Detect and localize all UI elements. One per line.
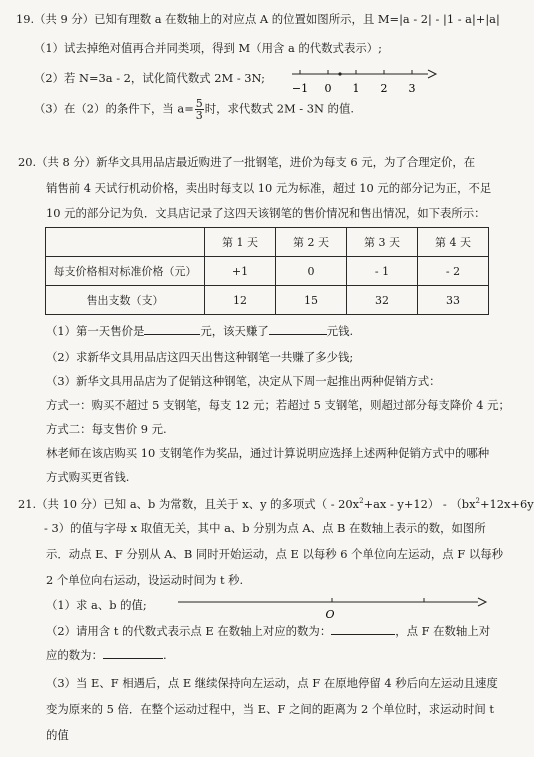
q20-line2: 销售前 4 天试行机动价格，卖出时每支以 10 元为标准，超过 10 元的部分记为正，不足 bbox=[46, 181, 492, 195]
tick-label: 1 bbox=[352, 82, 360, 95]
table-cell: 33 bbox=[418, 286, 489, 315]
answer-blank[interactable] bbox=[331, 634, 395, 635]
table-header-cell: 第 1 天 bbox=[205, 228, 276, 257]
q20-task-line2: 方式购买更省钱. bbox=[46, 470, 130, 484]
table-row bbox=[46, 257, 489, 286]
table-cell: - 1 bbox=[347, 257, 418, 286]
q20-sub1 bbox=[46, 324, 353, 339]
q21-line1-mid2: +12x+6y bbox=[479, 496, 534, 511]
q21-part3-line1: （3）当 E、F 相遇后，点 E 继续保持向左运动，点 F 在原地停留 4 秒后向左运动且速度 bbox=[46, 676, 498, 690]
q21-part3-line2: 变为原来的 5 倍．在整个运动过程中，当 E、F 之间的距离为 2 个单位时，求运动时间 t bbox=[46, 702, 494, 716]
q20-sub1-pre: （1）第一天售价是 bbox=[46, 324, 145, 338]
q19-number-line bbox=[292, 62, 442, 102]
answer-blank[interactable] bbox=[103, 658, 163, 659]
tick-label: −1 bbox=[291, 82, 309, 95]
table-header-cell bbox=[46, 228, 205, 257]
superscript: 2 bbox=[475, 497, 480, 505]
q21-line4: 2 个单位向右运动，设运动时间为 t 秒. bbox=[46, 573, 244, 587]
q20-sub1-mid: 元，该天赚了 bbox=[200, 324, 269, 338]
point-a-marker bbox=[338, 72, 341, 75]
q21-line1-mid1: +ax - y+12） - （bx bbox=[363, 496, 476, 511]
q20-task-line1: 林老师在该店购买 10 支钢笔作为奖品，通过计算说明应选择上述两种促销方式中的哪种 bbox=[46, 446, 490, 460]
fraction-five-thirds bbox=[195, 98, 204, 121]
q19-part3-pre: （3）在（2）的条件下，当 a= bbox=[34, 101, 194, 116]
tick-label: 0 bbox=[324, 82, 332, 95]
fraction-numerator: 5 bbox=[195, 97, 203, 110]
q21-part2-pre: （2）请用含 t 的代数式表示点 E 在数轴上对应的数为： bbox=[46, 624, 332, 638]
table-cell: 32 bbox=[347, 286, 418, 315]
table-header-row bbox=[46, 228, 489, 257]
q21-line1 bbox=[18, 494, 534, 512]
table-cell: 0 bbox=[276, 257, 347, 286]
q20-sub3: （3）新华文具用品店为了促销这种钢笔，决定从下周一起推出两种促销方式： bbox=[46, 374, 441, 388]
q21-part2b-end: . bbox=[162, 648, 167, 662]
origin-label: O bbox=[325, 608, 335, 621]
q19-heading: 19.（共 9 分）已知有理数 a 在数轴上的对应点 A 的位置如图所示，且 M=|a - 2| - |1 - a|+|a| bbox=[16, 12, 500, 26]
tick-label: 2 bbox=[380, 82, 388, 95]
row-label: 售出支数（支） bbox=[46, 286, 205, 315]
q19-part2: （2）若 N=3a - 2，试化简代数式 2M - 3N; bbox=[34, 71, 265, 85]
table-cell: 12 bbox=[205, 286, 276, 315]
q20-line1: 20.（共 8 分）新华文具用品店最近购进了一批钢笔，进价为每支 6 元，为了合理定价，在 bbox=[18, 155, 476, 169]
q19-part1: （1）试去掉绝对值再合并同类项，得到 M（用含 a 的代数式表示）; bbox=[34, 41, 382, 55]
q20-method1: 方式一：购买不超过 5 支钢笔，每支 12 元；若超过 5 支钢笔，则超过部分每支降价 4 元； bbox=[46, 398, 510, 412]
row-label: 每支价格相对标准价格（元） bbox=[46, 257, 205, 286]
q20-method2: 方式二：每支售价 9 元. bbox=[46, 422, 167, 436]
q21-part2-post: ，点 F 在数轴上对 bbox=[395, 624, 491, 638]
q21-number-line bbox=[178, 594, 498, 622]
table-row bbox=[46, 286, 489, 315]
sales-table bbox=[45, 227, 489, 315]
q21-line2: - 3）的值与字母 x 取值无关，其中 a、b 分别为点 A、点 B 在数轴上表示的数，如图所 bbox=[44, 521, 486, 535]
q20-sub1-post: 元钱. bbox=[326, 324, 354, 338]
q19-part3-post: 时，求代数式 2M - 3N 的值. bbox=[204, 101, 354, 116]
q21-part2 bbox=[46, 624, 490, 639]
table-header-cell: 第 2 天 bbox=[276, 228, 347, 257]
q20-line3: 10 元的部分记为负．文具店记录了这四天该钢笔的售价情况和售出情况，如下表所示： bbox=[46, 206, 486, 220]
superscript: 2 bbox=[359, 497, 364, 505]
table-header-cell: 第 3 天 bbox=[347, 228, 418, 257]
q21-line3: 示．动点 E、F 分别从 A、B 同时开始运动，点 E 以每秒 6 个单位向左运动，点 F 以每秒 bbox=[46, 547, 503, 561]
q21-part2b-pre: 应的数为： bbox=[46, 648, 103, 662]
q21-line1-pre: 21.（共 10 分）已知 a、b 为常数，且关于 x、y 的多项式（ - 20x bbox=[18, 496, 360, 511]
answer-blank[interactable] bbox=[269, 334, 327, 335]
q21-part2b bbox=[46, 648, 167, 663]
q21-part3-line3: 的值 bbox=[46, 728, 69, 742]
table-header-cell: 第 4 天 bbox=[418, 228, 489, 257]
answer-blank[interactable] bbox=[144, 334, 200, 335]
table-cell: 15 bbox=[276, 286, 347, 315]
q20-sub2: （2）求新华文具用品店这四天出售这种钢笔一共赚了多少钱; bbox=[46, 350, 354, 364]
fraction-denominator: 3 bbox=[195, 109, 203, 122]
q21-part1: （1）求 a、b 的值; bbox=[46, 598, 147, 612]
table-cell: - 2 bbox=[418, 257, 489, 286]
table-cell: +1 bbox=[205, 257, 276, 286]
tick-label: 3 bbox=[408, 82, 416, 95]
